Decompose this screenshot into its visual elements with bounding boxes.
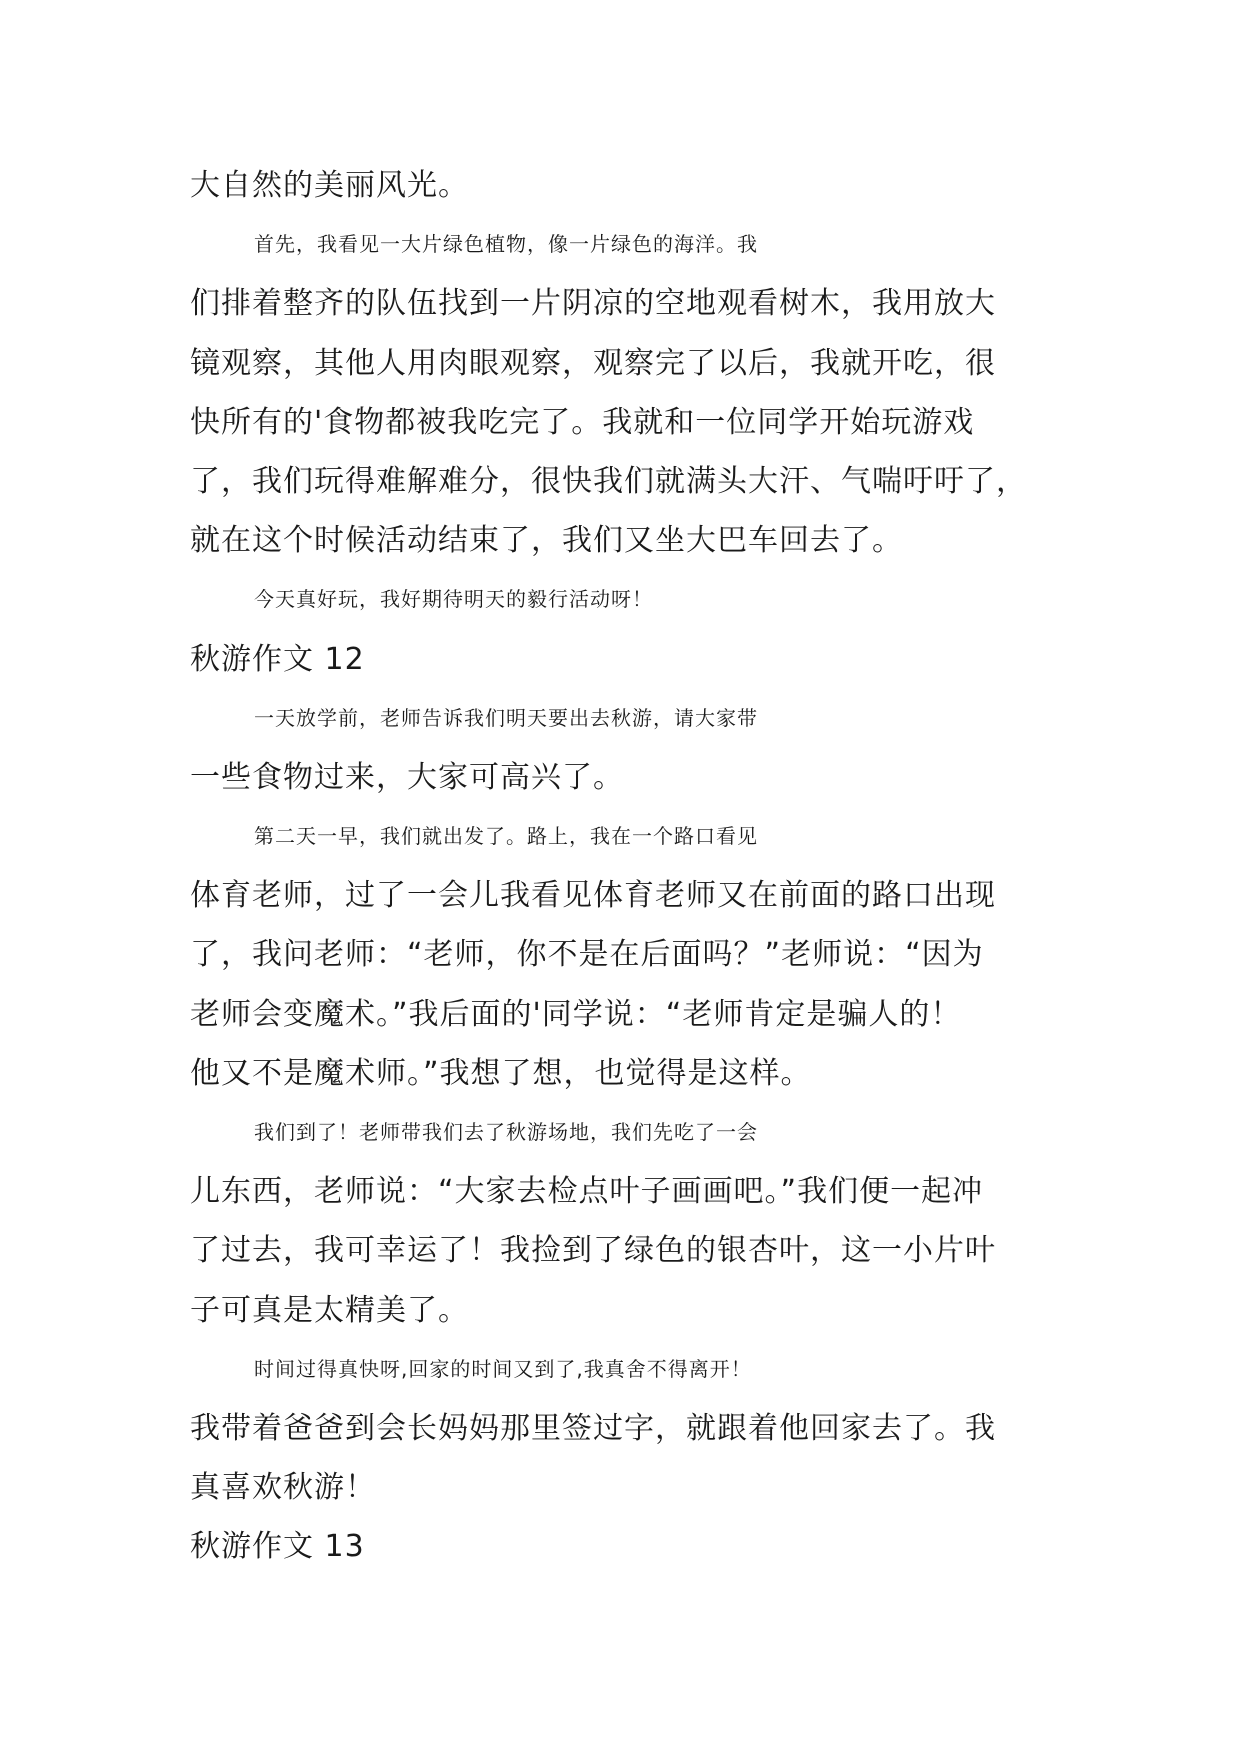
text-line: 老师会变魔术。”我后面的'同学说：“老师肯定是骗人的！ — [190, 996, 962, 1032]
text-line: 他又不是魔术师。”我想了想，也觉得是这样。 — [190, 1055, 812, 1091]
text-line: 真喜欢秋游！ — [190, 1470, 376, 1506]
text-line: 今天真好玩，我好期待明天的毅行活动呀！ — [254, 587, 653, 612]
text-line: 了，我们玩得难解难分，很快我们就满头大汗、气喘吁吁了， — [190, 463, 1027, 499]
text-line: 我们到了！老师带我们去了秋游场地，我们先吃了一会 — [254, 1120, 758, 1144]
text-line: 我带着爸爸到会长妈妈那里签过字，就跟着他回家去了。我 — [190, 1410, 996, 1446]
section-heading: 秋游作文 12 — [190, 641, 365, 677]
text-line: 子可真是太精美了。 — [190, 1292, 469, 1328]
text-line: 体育老师，过了一会儿我看见体育老师又在前面的路口出现 — [190, 878, 996, 914]
text-line: 时间过得真快呀,回家的时间又到了,我真舍不得离开！ — [254, 1356, 752, 1381]
text-line: 一天放学前，老师告诉我们明天要出去秋游，请大家带 — [254, 705, 758, 730]
text-line: 儿东西，老师说：“大家去检点叶子画画吧。”我们便一起冲 — [190, 1174, 984, 1210]
text-line: 快所有的'食物都被我吃完了。我就和一位同学开始玩游戏 — [190, 404, 975, 440]
text-line: 第二天一早，我们就出发了。路上，我在一个路口看见 — [254, 824, 758, 849]
text-line: 就在这个时候活动结束了，我们又坐大巴车回去了。 — [190, 523, 903, 559]
section-heading: 秋游作文 13 — [190, 1529, 365, 1565]
text-line: 了过去，我可幸运了！我捡到了绿色的银杏叶，这一小片叶 — [190, 1233, 996, 1269]
text-line: 了，我问老师：“老师，你不是在后面吗？”老师说：“因为 — [190, 937, 984, 973]
text-line: 镜观察，其他人用肉眼观察，观察完了以后，我就开吃，很 — [190, 345, 996, 381]
text-line: 大自然的美丽风光。 — [190, 168, 469, 203]
text-line: 们排着整齐的队伍找到一片阴凉的空地观看树木，我用放大 — [190, 286, 996, 322]
essay-body — [190, 156, 1056, 1577]
text-line: 首先，我看见一大片绿色植物，像一片绿色的海洋。我 — [254, 232, 758, 257]
text-line: 一些食物过来，大家可高兴了。 — [190, 759, 624, 795]
